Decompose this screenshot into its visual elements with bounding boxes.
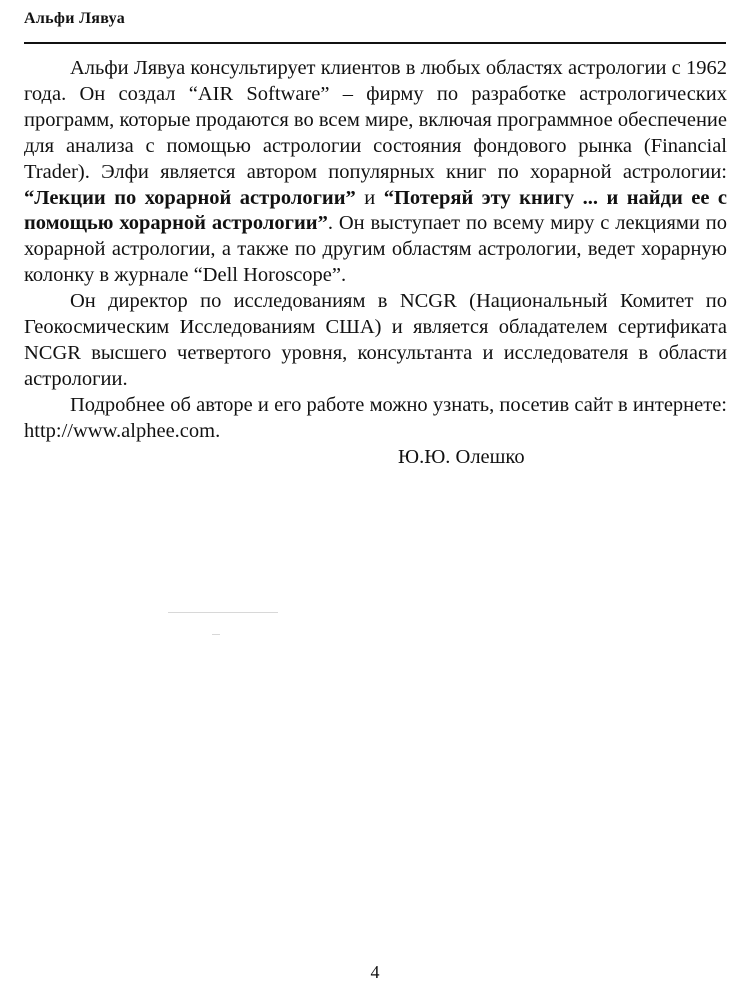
conjunction: и (355, 186, 384, 209)
paragraph-ncgr: Он директор по исследованиям в NCGR (Национальный Комитет по Геокосмическим Исследованиям США) и является обладателем сертификата NCGR высшего четвертого уровня, консультанта и исследователя в области астрологии. (24, 290, 727, 390)
running-head: Альфи Лявуа (24, 10, 126, 27)
page-number: 4 (370, 962, 380, 982)
scan-smudge (168, 612, 278, 613)
book-title-lose-this-book: “Потеряй эту книгу ... и найди ее с помощью хорарной астрологии” (24, 186, 727, 235)
book-title-lectures: “Лекции по хорарной астрологии” (24, 186, 356, 209)
scan-smudge (212, 634, 220, 635)
signature: Ю.Ю. Олешко (398, 445, 525, 468)
paragraph-biography-continued: . Он выступает по всему миру с лекциями по хорарной астрологии, а также по другим областям астрологии, ведет хорарную колонку в журнале “Dell Horoscope”. (24, 212, 727, 287)
paragraph-biography (24, 56, 727, 289)
header-rule (24, 42, 726, 44)
body-text (24, 56, 727, 471)
paragraph-biography-intro: Альфи Лявуа консультирует клиентов в любых областях астрологии с 1962 года. Он создал “AIR Software” – фирму по разработке астрологических программ, которые продаются во всем мире, включая программное обеспечение для анализа с помощью астрологии состояния фондового рынка (Financial Trader). Элфи является автором популярных книг по хорарной астрологии: (24, 57, 727, 183)
paragraph-website: Подробнее об авторе и его работе можно узнать, посетив сайт в интернете: http://www.alphee.com. (24, 393, 727, 442)
